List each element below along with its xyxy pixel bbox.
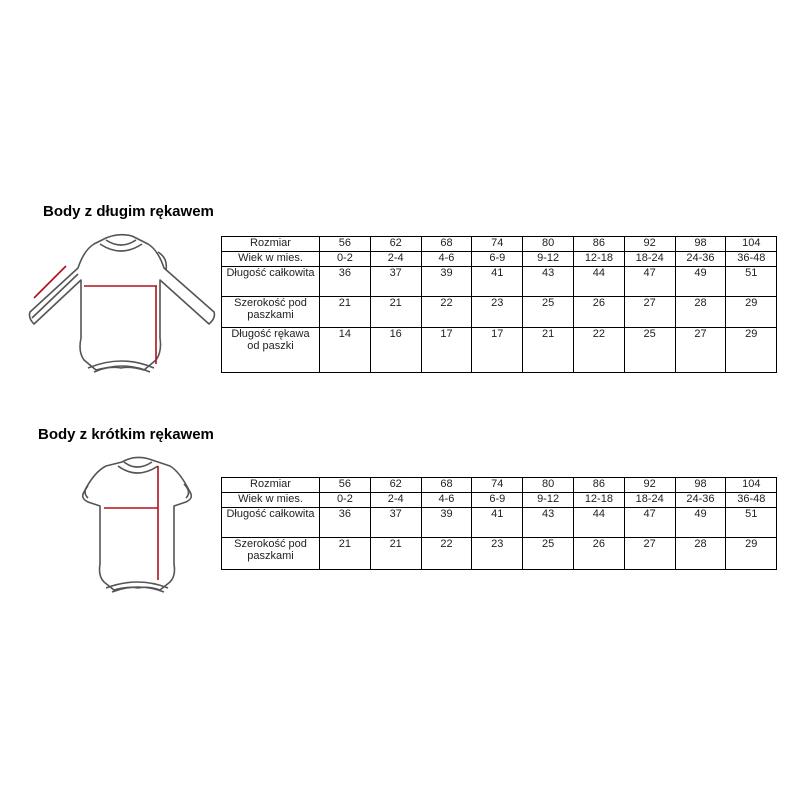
table-cell: 6-9 — [472, 493, 523, 508]
table-cell: 26 — [573, 538, 624, 570]
table-cell: 27 — [624, 538, 675, 570]
table-cell: 4-6 — [421, 493, 472, 508]
size-table-short-sleeve — [221, 477, 777, 570]
table-row — [222, 508, 777, 538]
table-cell: 43 — [523, 267, 574, 297]
table-cell: 86 — [573, 478, 624, 493]
table-cell: 25 — [523, 297, 574, 328]
table-cell: 47 — [624, 508, 675, 538]
table-cell: 49 — [675, 508, 726, 538]
table-cell: 22 — [573, 328, 624, 373]
section-title-long-sleeve: Body z długim rękawem — [43, 203, 214, 220]
table-cell: 27 — [675, 328, 726, 373]
long-sleeve-bodysuit-icon — [26, 228, 216, 380]
table-cell: 23 — [472, 538, 523, 570]
table-cell: 25 — [523, 538, 574, 570]
table-cell: 43 — [523, 508, 574, 538]
table-cell: 17 — [421, 328, 472, 373]
table-cell: 49 — [675, 267, 726, 297]
table-cell: 21 — [370, 538, 421, 570]
table-cell: 92 — [624, 237, 675, 252]
table-cell: 18-24 — [624, 252, 675, 267]
table-cell: 41 — [472, 267, 523, 297]
table-cell: 23 — [472, 297, 523, 328]
table-cell: 74 — [472, 237, 523, 252]
table-cell: 0-2 — [320, 252, 371, 267]
row-label: Rozmiar — [222, 478, 320, 493]
table-cell: 80 — [523, 237, 574, 252]
table-cell: 36-48 — [726, 493, 777, 508]
table-cell: 36 — [320, 267, 371, 297]
table-cell: 86 — [573, 237, 624, 252]
table-cell: 12-18 — [573, 252, 624, 267]
table-cell: 22 — [421, 297, 472, 328]
table-row — [222, 297, 777, 328]
table-cell: 21 — [320, 297, 371, 328]
section-title-short-sleeve: Body z krótkim rękawem — [38, 426, 214, 443]
table-cell: 37 — [370, 267, 421, 297]
table-cell: 80 — [523, 478, 574, 493]
table-cell: 36-48 — [726, 252, 777, 267]
table-cell: 62 — [370, 237, 421, 252]
table-cell: 2-4 — [370, 252, 421, 267]
table-cell: 4-6 — [421, 252, 472, 267]
table-cell: 62 — [370, 478, 421, 493]
table-cell: 12-18 — [573, 493, 624, 508]
table-cell: 37 — [370, 508, 421, 538]
table-cell: 2-4 — [370, 493, 421, 508]
table-cell: 22 — [421, 538, 472, 570]
table-row — [222, 252, 777, 267]
table-cell: 29 — [726, 328, 777, 373]
row-label: Długość całkowita — [222, 508, 320, 538]
row-label: Długość rękawa od paszki — [222, 328, 320, 373]
table-cell: 47 — [624, 267, 675, 297]
table-cell: 68 — [421, 237, 472, 252]
table-cell: 104 — [726, 237, 777, 252]
table-cell: 26 — [573, 297, 624, 328]
short-sleeve-bodysuit-icon — [74, 452, 204, 598]
table-cell: 18-24 — [624, 493, 675, 508]
table-cell: 56 — [320, 237, 371, 252]
table-cell: 21 — [370, 297, 421, 328]
row-label: Rozmiar — [222, 237, 320, 252]
table-cell: 39 — [421, 508, 472, 538]
table-cell: 9-12 — [523, 493, 574, 508]
table-row — [222, 237, 777, 252]
table-cell: 0-2 — [320, 493, 371, 508]
table-cell: 17 — [472, 328, 523, 373]
table-cell: 28 — [675, 538, 726, 570]
table-cell: 25 — [624, 328, 675, 373]
table-cell: 16 — [370, 328, 421, 373]
table-cell: 41 — [472, 508, 523, 538]
table-cell: 24-36 — [675, 252, 726, 267]
table-cell: 56 — [320, 478, 371, 493]
table-row — [222, 478, 777, 493]
table-cell: 21 — [523, 328, 574, 373]
row-label: Szerokość pod paszkami — [222, 297, 320, 328]
table-cell: 44 — [573, 267, 624, 297]
table-row — [222, 328, 777, 373]
table-cell: 27 — [624, 297, 675, 328]
row-label: Szerokość pod paszkami — [222, 538, 320, 570]
table-cell: 29 — [726, 297, 777, 328]
table-cell: 36 — [320, 508, 371, 538]
table-cell: 39 — [421, 267, 472, 297]
table-cell: 21 — [320, 538, 371, 570]
row-label: Długość całkowita — [222, 267, 320, 297]
row-label: Wiek w mies. — [222, 252, 320, 267]
table-cell: 14 — [320, 328, 371, 373]
table-cell: 6-9 — [472, 252, 523, 267]
table-cell: 92 — [624, 478, 675, 493]
table-cell: 68 — [421, 478, 472, 493]
table-cell: 98 — [675, 478, 726, 493]
table-row — [222, 493, 777, 508]
table-cell: 44 — [573, 508, 624, 538]
table-cell: 51 — [726, 508, 777, 538]
table-row — [222, 267, 777, 297]
table-cell: 51 — [726, 267, 777, 297]
table-cell: 29 — [726, 538, 777, 570]
table-cell: 98 — [675, 237, 726, 252]
table-row — [222, 538, 777, 570]
table-cell: 24-36 — [675, 493, 726, 508]
table-cell: 28 — [675, 297, 726, 328]
table-cell: 104 — [726, 478, 777, 493]
table-cell: 74 — [472, 478, 523, 493]
size-table-long-sleeve — [221, 236, 777, 373]
table-cell: 9-12 — [523, 252, 574, 267]
row-label: Wiek w mies. — [222, 493, 320, 508]
